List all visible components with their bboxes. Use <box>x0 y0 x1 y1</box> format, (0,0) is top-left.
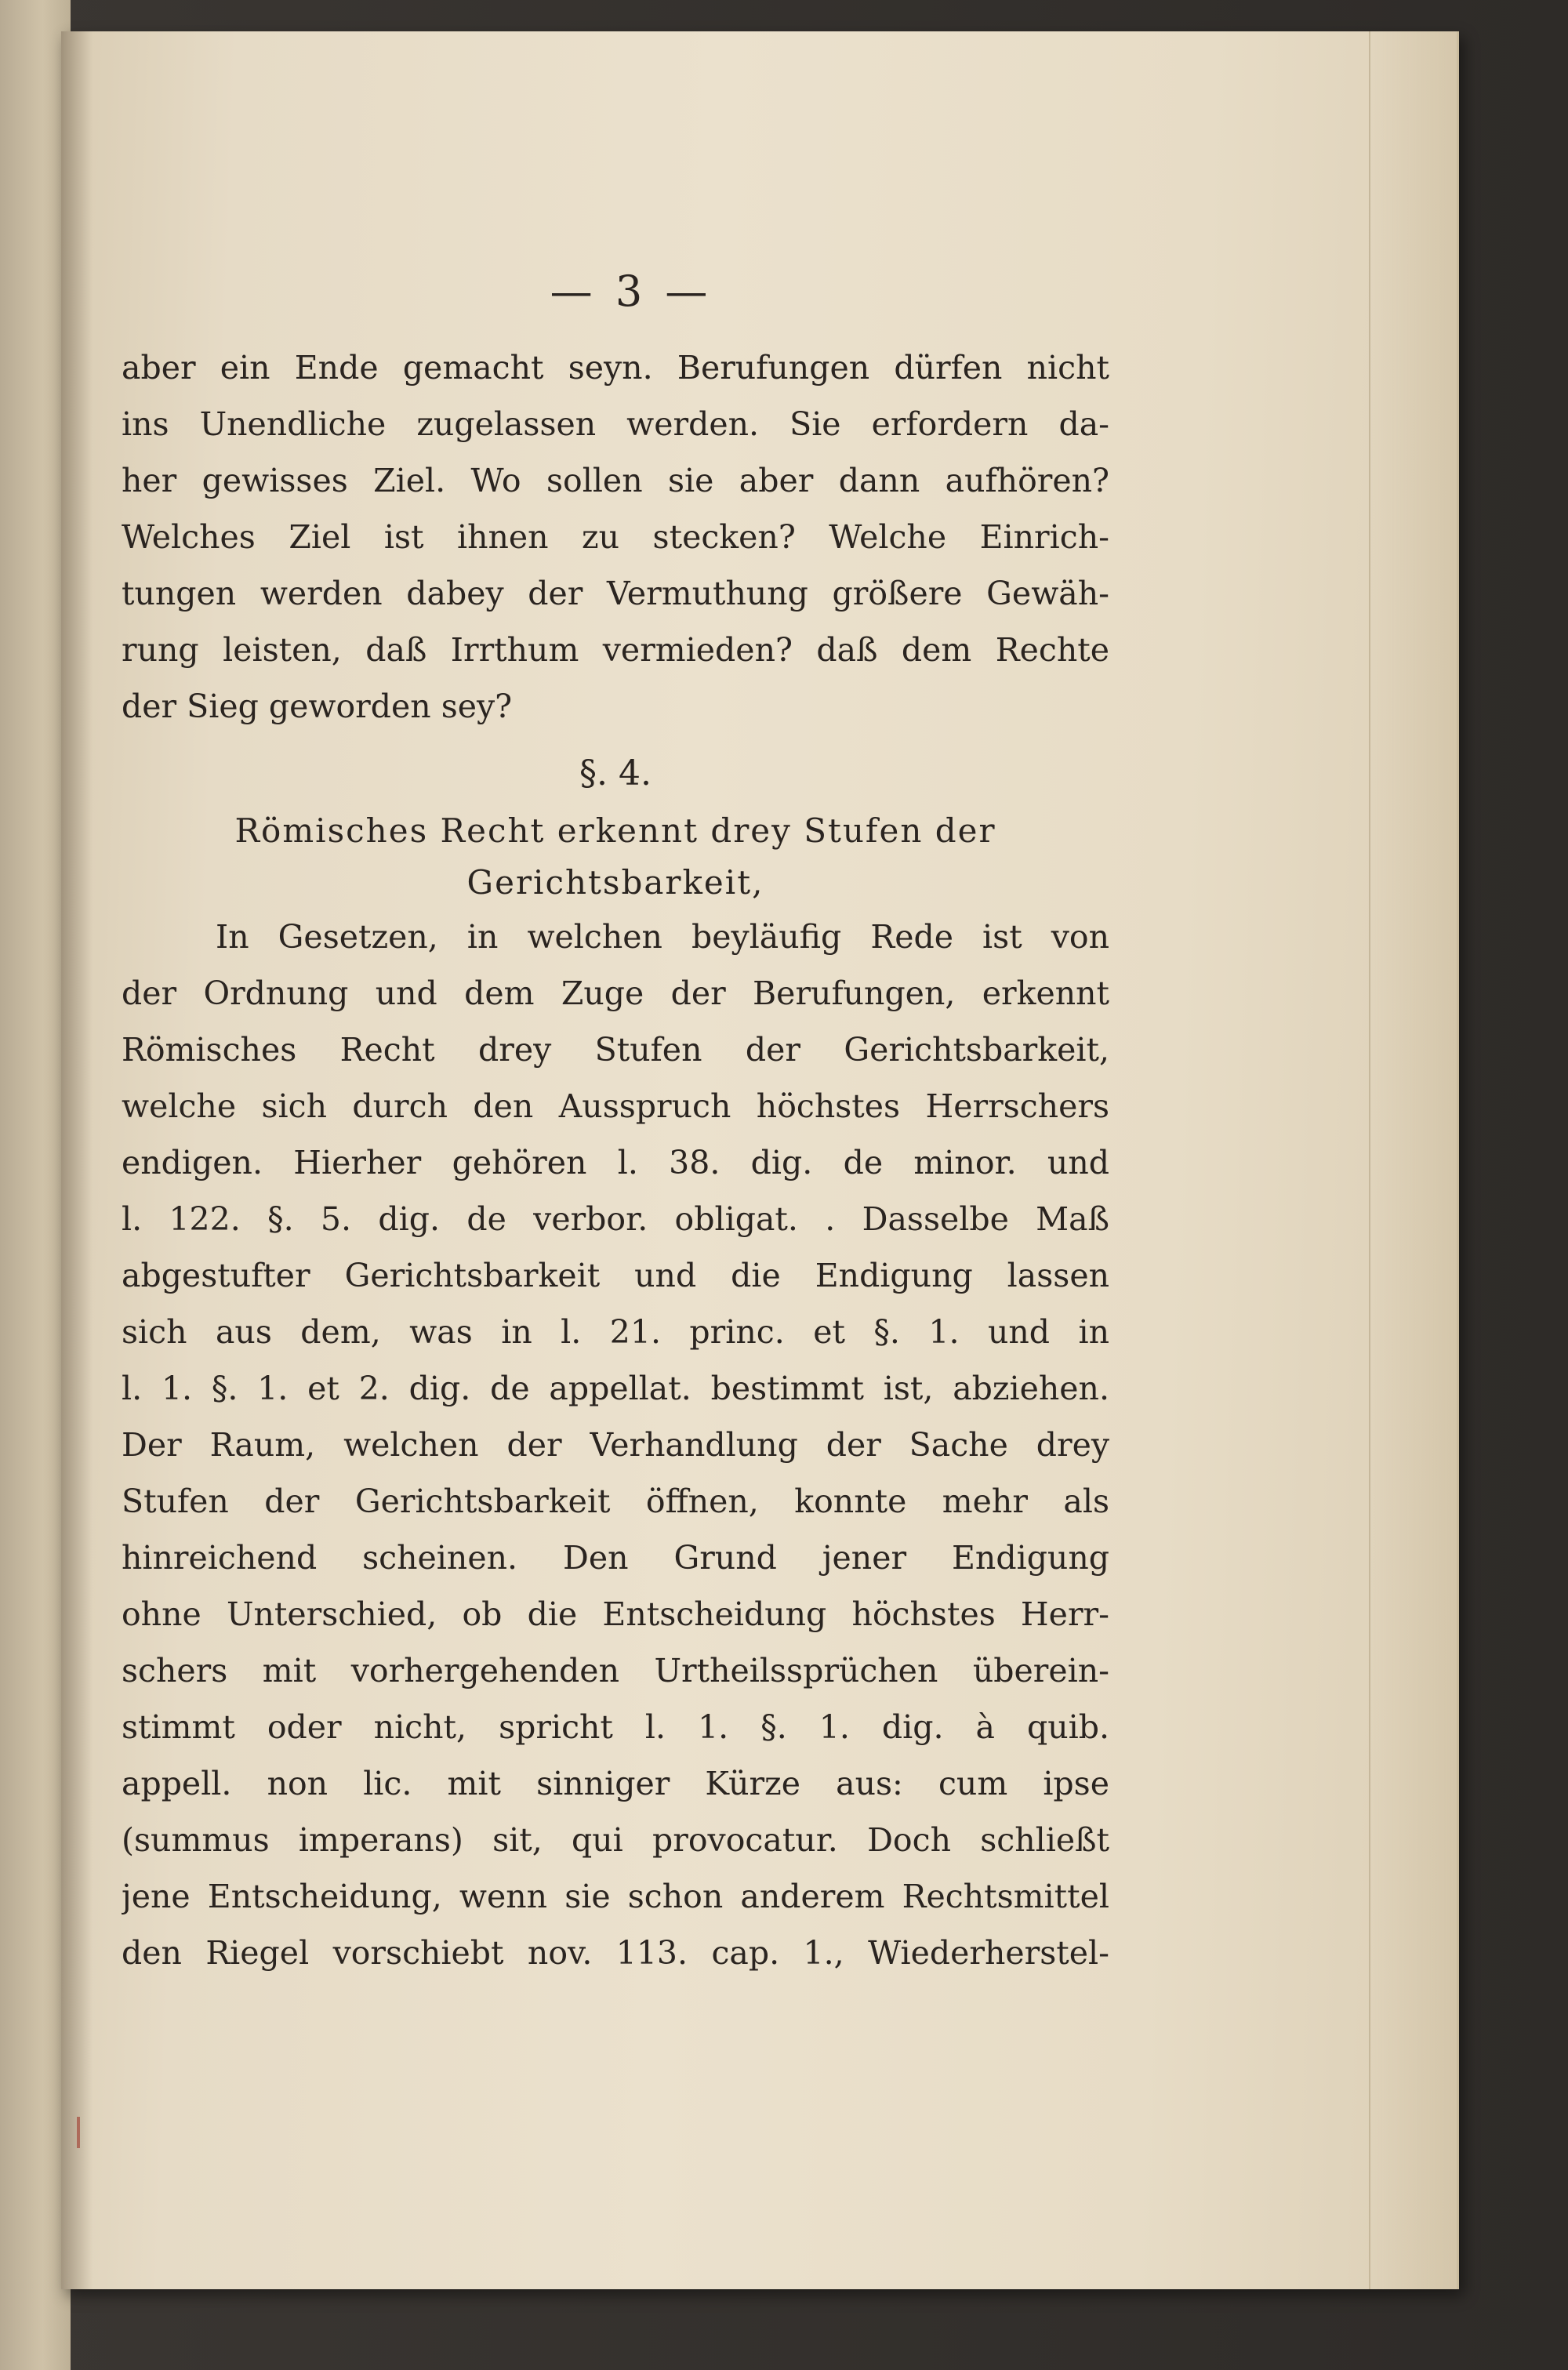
text-line: appell. non lic. mit sinniger Kürze aus: cum ipse <box>122 1765 1109 1802</box>
text-line: In Gesetzen, in welchen beyläufig Rede ist von <box>216 918 1109 956</box>
text-line: hinreichend scheinen. Den Grund jener Endigung <box>122 1539 1109 1577</box>
ink-stain <box>77 2117 80 2148</box>
text-line: Welches Ziel ist ihnen zu stecken? Welche Einrich- <box>122 518 1109 556</box>
text-line: der Ordnung und dem Zuge der Berufungen, erkennt <box>122 974 1109 1012</box>
page-edge <box>1369 31 1457 2289</box>
text-line: l. 1. §. 1. et 2. dig. de appellat. bestimmt ist, abziehen. <box>122 1370 1109 1407</box>
previous-leaf-edge <box>0 0 71 2370</box>
text-line: aber ein Ende gemacht seyn. Berufungen dürfen nicht <box>122 349 1109 387</box>
section-heading-line: Gerichtsbarkeit, <box>466 863 764 902</box>
text-line: ohne Unterschied, ob die Entscheidung höchstes Herr- <box>122 1595 1109 1633</box>
section-heading <box>122 805 1109 909</box>
text-line: jene Entscheidung, wenn sie schon anderem Rechtsmittel <box>122 1878 1109 1915</box>
text-line: den Riegel vorschiebt nov. 113. cap. 1., Wiederherstel- <box>122 1934 1109 1972</box>
text-line: (summus imperans) sit, qui provocatur. Doch schließt <box>122 1821 1109 1859</box>
text-line: sich aus dem, was in l. 21. princ. et §. 1. und in <box>122 1313 1109 1351</box>
text-line: l. 122. §. 5. dig. de verbor. obligat. . Dasselbe Maß <box>122 1200 1109 1238</box>
section-number: §. 4. <box>579 753 652 793</box>
text-line: her gewisses Ziel. Wo sollen sie aber dann aufhören? <box>122 462 1109 499</box>
text-line: abgestufter Gerichtsbarkeit und die Endigung lassen <box>122 1257 1109 1294</box>
text-line: Der Raum, welchen der Verhandlung der Sache drey <box>122 1426 1109 1464</box>
text-line: der Sieg geworden sey? <box>122 688 513 725</box>
section-heading-line: Römisches Recht erkennt drey Stufen der <box>234 811 996 850</box>
text-line: Stufen der Gerichtsbarkeit öffnen, konnte mehr als <box>122 1483 1109 1520</box>
text-line: schers mit vorhergehenden Urtheilssprüchen überein- <box>122 1652 1109 1689</box>
text-line: stimmt oder nicht, spricht l. 1. §. 1. dig. à quib. <box>122 1708 1109 1746</box>
text-line: Römisches Recht drey Stufen der Gerichtsbarkeit, <box>122 1031 1109 1069</box>
page-text <box>122 267 1109 1981</box>
text-line: welche sich durch den Ausspruch höchstes Herrschers <box>122 1087 1109 1125</box>
text-line: tungen werden dabey der Vermuthung größere Gewäh- <box>122 575 1109 612</box>
text-line: rung leisten, daß Irrthum vermieden? daß dem Rechte <box>122 631 1109 669</box>
text-line: ins Unendliche zugelassen werden. Sie erfordern da- <box>122 405 1109 443</box>
gutter-shadow <box>61 31 93 2289</box>
text-line: endigen. Hierher gehören l. 38. dig. de minor. und <box>122 1144 1109 1181</box>
page-number: — 3 — <box>550 267 713 316</box>
